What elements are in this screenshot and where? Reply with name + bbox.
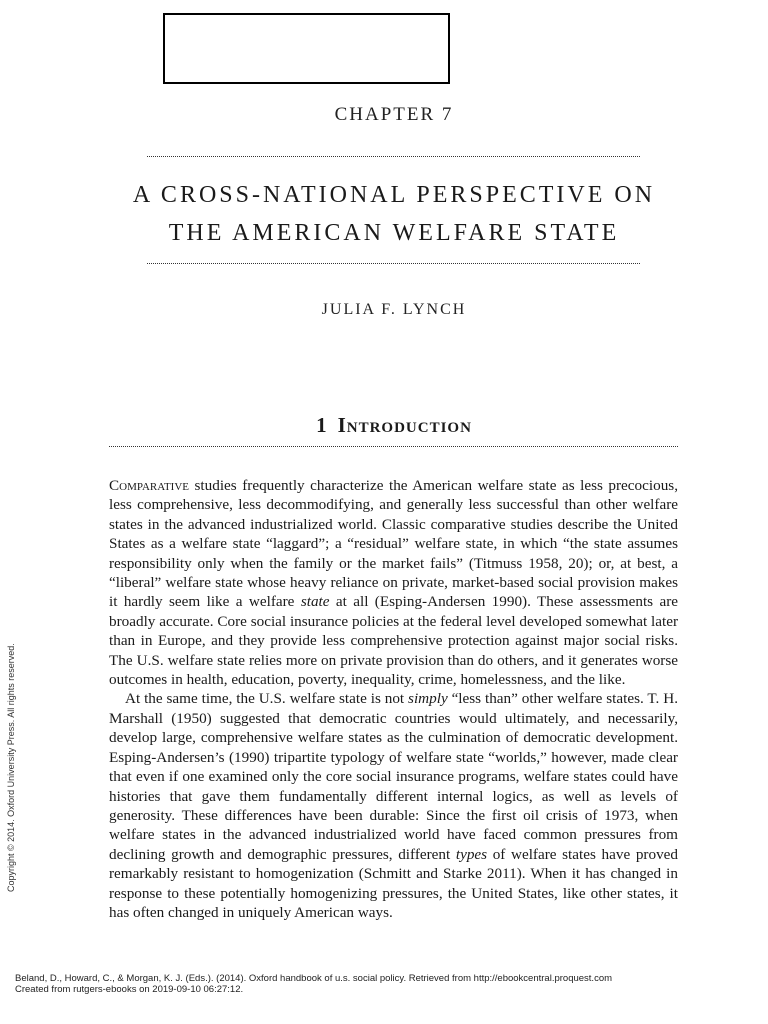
chapter-title-line-1: A CROSS-NATIONAL PERSPECTIVE ON (132, 182, 656, 208)
section-divider (109, 446, 678, 447)
section-number: 1 (316, 413, 328, 437)
copyright-notice: Copyright © 2014. Oxford University Press. All rights reserved. (6, 643, 16, 892)
paragraph-lead-word: Comparative (109, 477, 190, 494)
dotted-divider-bottom (147, 263, 640, 264)
section-heading (0, 413, 768, 438)
paragraph-1-text-b: at all (Esping-Andersen 1990). These assessments are broadly accurate. Core social insurance policies at the federal level developed somewhat later than in Europe, and they provide less comprehensive protection against major social risks. The U.S. welfare state relies more on private provision than do others, and it generates worse outcomes in health, education, poverty, inequality, crime, homelessness, and the like. (109, 593, 679, 689)
body-text (109, 476, 678, 922)
chapter-label: CHAPTER 7 (334, 104, 454, 125)
chapter-title-line-2: THE AMERICAN WELFARE STATE (168, 220, 620, 246)
created-from-line: Created from rutgers-ebooks on 2019-09-10 06:27:12. (15, 984, 244, 995)
chapter-author: JULIA F. LYNCH (321, 301, 467, 318)
section-title: Introduction (337, 413, 472, 437)
chapter-title (0, 176, 768, 252)
paragraph-2-text-b: “less than” other welfare states. T. H. Marshall (1950) suggested that democratic countries would ultimately, and necessarily, develop large, comprehensive welfare states as the culmination of democratic development. Esping-Andersen’s (1990) tripartite typology of welfare state “worlds,” however, made clear that even if one examined only the core social insurance programs, welfare states could have histories that gave them fundamentally different internal logics, as well as levels of generosity. These differences have been durable: Since the first oil crisis of 1973, when welfare states in the advanced industrialized world have faced common pressures from declining growth and demographic pressures, different (109, 690, 678, 863)
dotted-divider-top (147, 156, 640, 157)
blank-frame (163, 13, 450, 84)
paragraph-2-emphasis-1: simply (408, 690, 448, 708)
paragraph-2-text-c: of welfare states have proved remarkably resistant to homogenization (Schmitt and Starke 2011). When it has changed in response to these potentially homogenizing pressures, the United States, like other states, it has often changed in uniquely American ways. (109, 845, 678, 921)
citation-line: Beland, D., Howard, C., & Morgan, K. J. (Eds.). (2014). Oxford handbook of u.s. social policy. Retrieved from http://ebookcentral.proquest.com (15, 973, 613, 984)
paragraph-2-emphasis-2: types (455, 845, 488, 863)
paragraph-1-text-a: studies frequently characterize the American welfare state as less precocious, less comprehensive, less decommodifying, and generally less successful than other welfare states in the advanced industrialized world. Classic comparative studies describe the United States as a welfare state “laggard”; a “residual” welfare state, in which “the state assumes responsibility only when the family or the market fails” (Titmuss 1958, 20); or, at best, a “liberal” welfare state whose heavy reliance on private, market-based social provision makes it hardly seem like a welfare (109, 477, 678, 611)
paragraph-1-emphasis: state (300, 593, 330, 611)
paragraph-2 (109, 689, 678, 922)
paragraph-2-text-a: At the same time, the U.S. welfare state is not (125, 690, 409, 708)
citation-footer (15, 973, 612, 995)
paragraph-1 (109, 476, 678, 689)
